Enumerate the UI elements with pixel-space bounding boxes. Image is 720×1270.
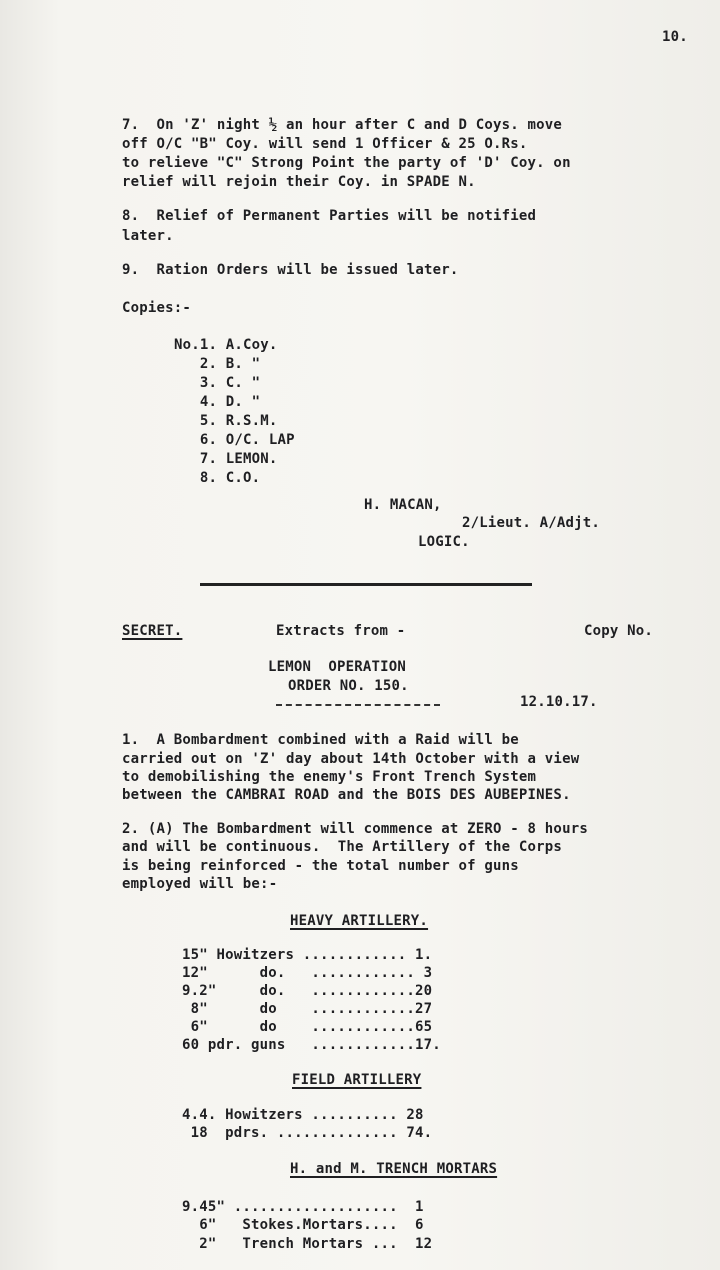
trench-mortars-row: 6" Stokes.Mortars.... 6 bbox=[182, 1217, 424, 1233]
signature-name: H. MACAN, bbox=[364, 497, 442, 513]
heavy-artillery-row: 15" Howitzers ............ 1. bbox=[182, 947, 433, 963]
signature-rank: 2/Lieut. A/Adjt. bbox=[462, 515, 601, 531]
copy-item: 5. R.S.M. bbox=[174, 413, 278, 429]
field-artillery-row: 18 pdrs. .............. 74. bbox=[182, 1125, 433, 1141]
copy-item: 3. C. " bbox=[174, 375, 261, 391]
heavy-artillery-row: 9.2" do. ............20 bbox=[182, 983, 433, 999]
heavy-artillery-row: 6" do ............65 bbox=[182, 1019, 433, 1035]
trench-mortars-heading: H. and M. TRENCH MORTARS bbox=[290, 1161, 498, 1177]
para-7-line-2: off O/C "B" Coy. will send 1 Officer & 25 O.Rs. bbox=[122, 136, 528, 152]
copy-item: 8. C.O. bbox=[174, 470, 261, 486]
extracts-from-label: Extracts from - bbox=[276, 623, 406, 639]
para-7-line-4: relief will rejoin their Coy. in SPADE N. bbox=[122, 174, 476, 190]
heavy-artillery-row: 12" do. ............ 3 bbox=[182, 965, 433, 981]
signature-unit: LOGIC. bbox=[418, 534, 470, 550]
copy-item: 2. B. " bbox=[174, 356, 261, 372]
copy-no-label: Copy No. bbox=[584, 623, 654, 639]
para-2-line-1: 2. (A) The Bombardment will commence at ZERO - 8 hours bbox=[122, 821, 588, 837]
para-7-line-1: 7. On 'Z' night ½ an hour after C and D Coys. move bbox=[122, 117, 563, 133]
para-9: 9. Ration Orders will be issued later. bbox=[122, 262, 459, 278]
para-7-line-3: to relieve "C" Strong Point the party of 'D' Coy. on bbox=[122, 155, 571, 171]
field-artillery-heading: FIELD ARTILLERY bbox=[292, 1072, 422, 1088]
para-2-line-4: employed will be:- bbox=[122, 876, 278, 892]
para-1-line-2: carried out on 'Z' day about 14th October with a view bbox=[122, 751, 580, 767]
copy-item: 4. D. " bbox=[174, 394, 261, 410]
copy-item: No.1. A.Coy. bbox=[174, 337, 278, 353]
order-title-underline bbox=[276, 704, 440, 706]
copy-item: 7. LEMON. bbox=[174, 451, 278, 467]
order-title-line-1: LEMON OPERATION bbox=[268, 659, 407, 675]
secret-label: SECRET. bbox=[122, 623, 183, 639]
trench-mortars-row: 9.45" ................... 1 bbox=[182, 1199, 424, 1215]
copy-item: 6. O/C. LAP bbox=[174, 432, 295, 448]
para-1-line-1: 1. A Bombardment combined with a Raid will be bbox=[122, 732, 519, 748]
para-2-line-2: and will be continuous. The Artillery of the Corps bbox=[122, 839, 563, 855]
para-1-line-4: between the CAMBRAI ROAD and the BOIS DES AUBEPINES. bbox=[122, 787, 571, 803]
para-2-line-3: is being reinforced - the total number of guns bbox=[122, 858, 519, 874]
heavy-artillery-row: 60 pdr. guns ............17. bbox=[182, 1037, 441, 1053]
section-divider bbox=[200, 583, 532, 586]
heavy-artillery-heading: HEAVY ARTILLERY. bbox=[290, 913, 429, 929]
field-artillery-row: 4.4. Howitzers .......... 28 bbox=[182, 1107, 424, 1123]
para-1-line-3: to demobilishing the enemy's Front Trench System bbox=[122, 769, 537, 785]
copies-label: Copies:- bbox=[122, 300, 192, 316]
trench-mortars-row: 2" Trench Mortars ... 12 bbox=[182, 1236, 433, 1252]
order-title-line-2: ORDER NO. 150. bbox=[288, 678, 409, 694]
heavy-artillery-row: 8" do ............27 bbox=[182, 1001, 433, 1017]
page-number: 10. bbox=[662, 29, 688, 45]
order-date: 12.10.17. bbox=[520, 694, 598, 710]
para-8-line-1: 8. Relief of Permanent Parties will be notified bbox=[122, 208, 537, 224]
para-8-line-2: later. bbox=[122, 228, 174, 244]
